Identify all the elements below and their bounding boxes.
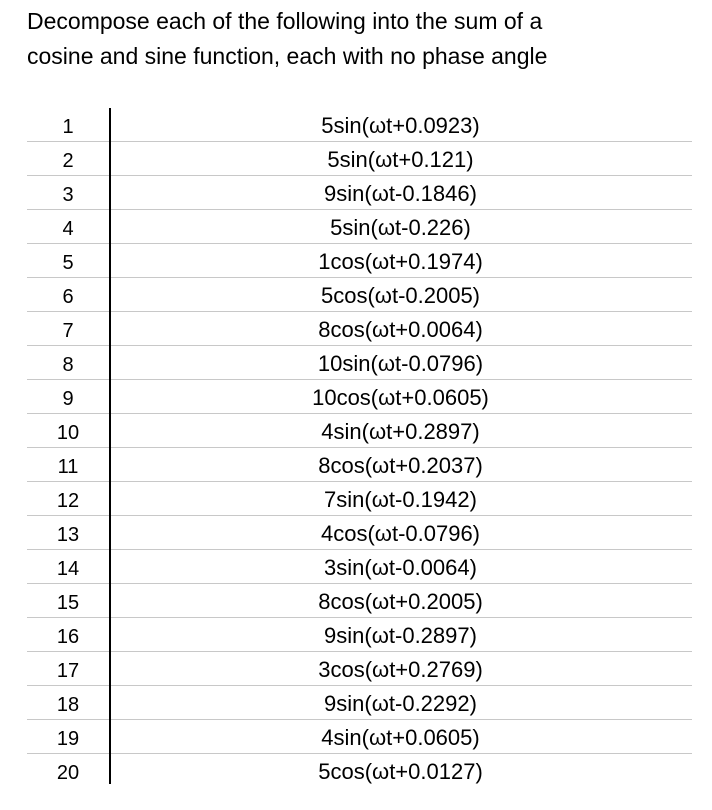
sinusoid-expression: 7sin(ωt-0.1942) (324, 487, 477, 512)
table-row (27, 244, 692, 278)
sinusoid-expression: 5cos(ωt-0.2005) (320, 283, 481, 308)
column-divider (109, 108, 111, 784)
sinusoid-expression: 9sin(ωt-0.2897) (324, 623, 477, 648)
row-number: 5 (62, 252, 74, 274)
row-number: 12 (56, 490, 80, 512)
table-row (27, 584, 692, 618)
row-number: 13 (56, 524, 80, 546)
sinusoid-expression: 5cos(ωt+0.0127) (318, 759, 483, 784)
row-number: 18 (56, 694, 80, 716)
table-row (27, 754, 692, 788)
row-number: 1 (62, 116, 74, 138)
table-row (27, 142, 692, 176)
sinusoid-expression: 4cos(ωt-0.0796) (320, 521, 481, 546)
table-row (27, 550, 692, 584)
sinusoid-expression: 4sin(ωt+0.2897) (321, 419, 480, 444)
table-row (27, 380, 692, 414)
table-row (27, 618, 692, 652)
sinusoid-expression: 8cos(ωt+0.2005) (318, 589, 483, 614)
heading-line-1: Decompose each of the following into the sum of a (27, 8, 543, 34)
row-number: 2 (62, 150, 74, 172)
row-number: 3 (62, 184, 74, 206)
instructions-heading (27, 4, 667, 74)
row-number: 8 (62, 354, 74, 376)
table-row (27, 312, 692, 346)
sinusoid-expression: 8cos(ωt+0.0064) (318, 317, 483, 342)
sinusoid-expression: 3sin(ωt-0.0064) (324, 555, 477, 580)
row-number: 11 (57, 456, 79, 478)
table-row (27, 210, 692, 244)
sinusoid-expression: 5sin(ωt+0.121) (327, 147, 474, 172)
table-row (27, 516, 692, 550)
sinusoid-expression: 3cos(ωt+0.2769) (318, 657, 483, 682)
row-number: 4 (62, 218, 74, 240)
table-row (27, 482, 692, 516)
table-row (27, 176, 692, 210)
row-number: 9 (62, 388, 74, 410)
table-row (27, 720, 692, 754)
heading-line-2: cosine and sine function, each with no phase angle (27, 43, 548, 69)
sinusoid-expression: 9sin(ωt-0.1846) (324, 181, 477, 206)
table-row (27, 686, 692, 720)
sinusoid-expression: 10sin(ωt-0.0796) (317, 351, 484, 376)
row-number: 16 (56, 626, 80, 648)
row-number: 19 (56, 728, 80, 750)
problem-table (27, 108, 692, 788)
sinusoid-expression: 5sin(ωt-0.226) (330, 215, 471, 240)
table-row (27, 448, 692, 482)
table-row (27, 652, 692, 686)
table-row (27, 108, 692, 142)
row-number: 20 (56, 762, 80, 784)
table-row (27, 414, 692, 448)
row-number: 7 (62, 320, 74, 342)
row-number: 17 (56, 660, 80, 682)
sinusoid-expression: 1cos(ωt+0.1974) (318, 249, 483, 274)
row-number: 6 (62, 286, 74, 308)
sinusoid-expression: 10cos(ωt+0.0605) (312, 385, 489, 410)
sinusoid-expression: 8cos(ωt+0.2037) (318, 453, 483, 478)
sinusoid-expression: 4sin(ωt+0.0605) (321, 725, 480, 750)
sinusoid-expression: 9sin(ωt-0.2292) (324, 691, 477, 716)
sinusoid-expression: 5sin(ωt+0.0923) (321, 113, 480, 138)
row-number: 15 (56, 592, 80, 614)
row-number: 10 (56, 422, 80, 444)
table-row (27, 346, 692, 380)
table-row (27, 278, 692, 312)
row-number: 14 (56, 558, 80, 580)
